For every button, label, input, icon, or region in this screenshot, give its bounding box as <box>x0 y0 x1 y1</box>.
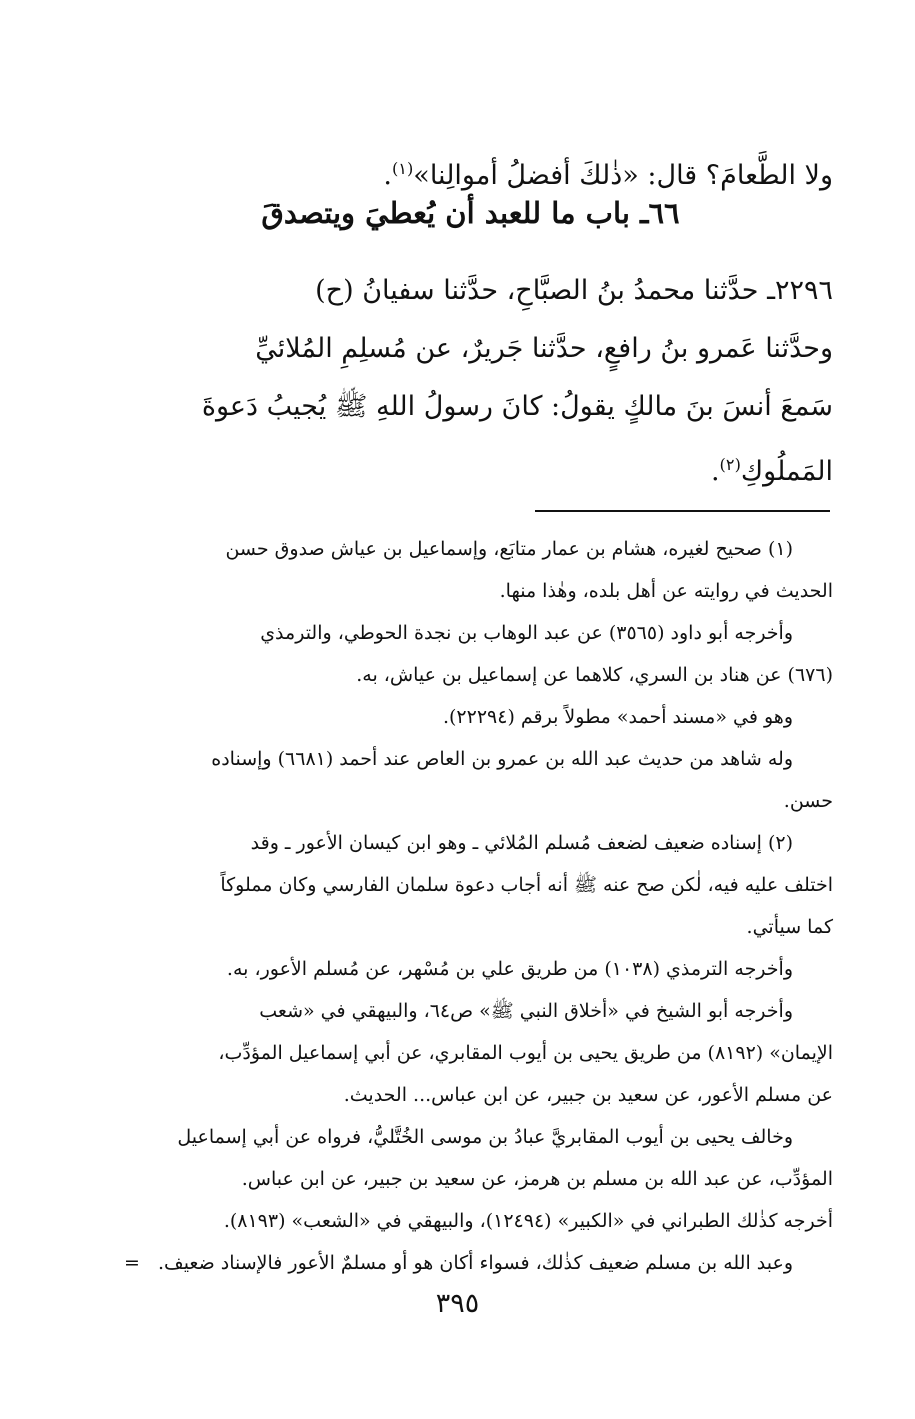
hadith-line: سَمعَ أنسَ بنَ مالكٍ يقولُ: كانَ رسولُ اللهِ ﷺ يُجيبُ دَعوةَ <box>201 391 833 422</box>
continuation-mark: = <box>123 1252 140 1274</box>
footnote-line: وله شاهد من حديث عبد الله بن عمرو بن العاص عند أحمد (٦٦٨١) وإسناده <box>211 748 793 770</box>
page-number: ٣٩٥ <box>435 1288 480 1319</box>
footnote-line: الحديث في روايته عن أهل بلده، وهٰذا منها. <box>499 580 833 602</box>
hadith-line: ٢٢٩٦ـ حدَّثنا محمدُ بنُ الصبَّاحِ، حدَّثنا سفيانُ (ح) <box>315 275 833 306</box>
hadith-text <box>108 262 833 501</box>
footnote-line: كما سيأتي. <box>746 916 833 938</box>
footnote-line: المؤدِّب، عن عبد الله بن مسلم بن هرمز، عن سعيد بن جبير، عن ابن عباس. <box>241 1168 833 1190</box>
footnote-divider <box>535 510 830 512</box>
footnote-line: (٢) إسناده ضعيف لضعف مُسلم المُلائي ـ وهو ابن كيسان الأعور ـ وقد <box>250 832 793 854</box>
footnote-marker: (١) <box>391 159 414 178</box>
footnote-line: وأخرجه أبو داود (٣٥٦٥) عن عبد الوهاب بن نجدة الحوطي، والترمذي <box>260 622 793 644</box>
footnote-line: وهو في «مسند أحمد» مطولاً برقم (٢٢٢٩٤). <box>442 706 793 728</box>
footnote-line: وأخرجه أبو الشيخ في «أخلاق النبي ﷺ» ص٦٤، والبيهقي في «شعب <box>259 1000 793 1022</box>
footnote-line: (١) صحيح لغيره، هشام بن عمار متابَع، وإسماعيل بن عياش صدوق حسن <box>225 538 793 560</box>
footnote-line: (٦٧٦) عن هناد بن السري، كلاهما عن إسماعيل بن عياش، به. <box>356 664 833 686</box>
hadith-line: المَملُوكِ$^{(٢)}$. <box>710 455 833 487</box>
footnote-line: وأخرجه الترمذي (١٠٣٨) من طريق علي بن مُسْهر، عن مُسلم الأعور، به. <box>226 958 793 980</box>
hadith-line: وحدَّثنا عَمرو بنُ رافعٍ، حدَّثنا جَريرٌ، عن مُسلِمِ المُلائيِّ <box>255 333 833 364</box>
footnote-marker: (٢) <box>719 455 741 474</box>
footnote-line: وعبد الله بن مسلم ضعيف كذٰلك، فسواء أكان هو أو مسلمٌ الأعور فالإسناد ضعيف. = <box>123 1252 793 1274</box>
footnote-line: الإيمان» (٨١٩٢) من طريق يحيى بن أيوب المقابري، عن أبي إسماعيل المؤدِّب، <box>218 1042 833 1064</box>
text-line: ولا الطَّعامَ؟ قال: «ذٰلكَ أفضلُ أموالِنا»$^{(١)}$. <box>383 159 833 191</box>
chapter-heading: ٦٦ـ باب ما للعبد أن يُعطيَ ويتصدقَ <box>261 196 680 230</box>
footnote-line: وخالف يحيى بن أيوب المقابريَّ عبادُ بن موسى الخُتَّليُّ، فرواه عن أبي إسماعيل <box>177 1126 793 1148</box>
footnote-line: أخرجه كذٰلك الطبراني في «الكبير» (١٢٤٩٤)، والبيهقي في «الشعب» (٨١٩٣). <box>223 1210 833 1232</box>
footnotes <box>108 528 833 1284</box>
footnote-line: عن مسلم الأعور، عن سعيد بن جبير، عن ابن عباس... الحديث. <box>343 1084 833 1106</box>
footnote-line: اختلف عليه فيه، لٰكن صح عنه ﷺ أنه أجاب دعوة سلمان الفارسي وكان مملوكاً <box>220 874 833 896</box>
footnote-line: حسن. <box>783 790 833 812</box>
